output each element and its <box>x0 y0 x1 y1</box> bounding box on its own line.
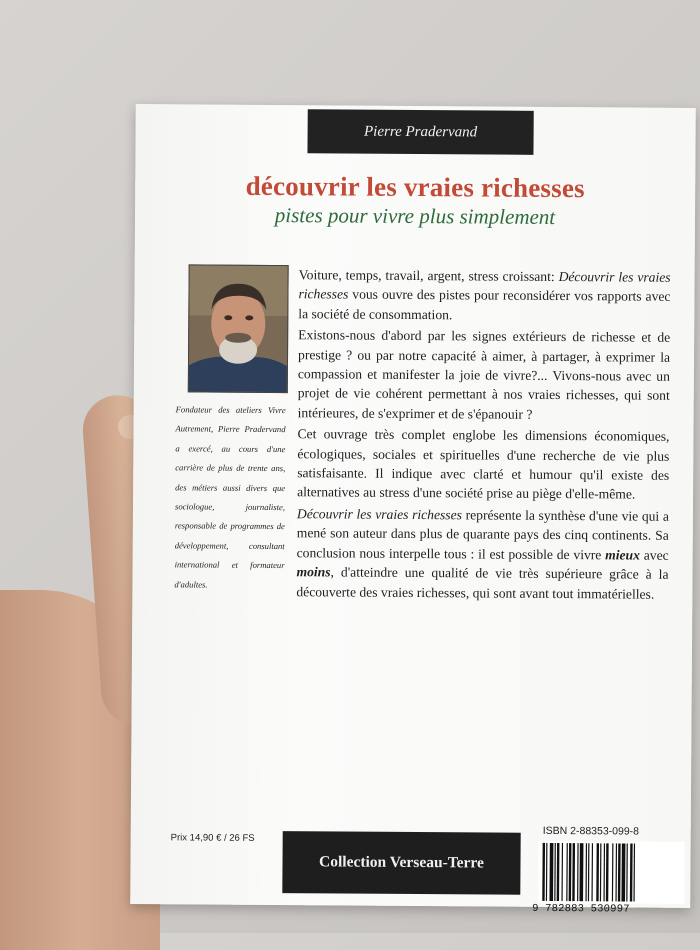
barcode-stripe <box>542 843 545 901</box>
isbn-label: ISBN 2-88353-099-8 <box>542 824 640 838</box>
barcode-stripe <box>600 843 602 901</box>
book-back-cover <box>130 104 696 916</box>
author-name: Pierre Pradervand <box>363 123 478 140</box>
barcode-stripe <box>579 843 583 901</box>
description-paragraph-2: Existons-nous d'abord par les signes extérieurs de richesse et de prestige ? ou par notre capacité à aimer, à partager, à exprimer la compassion et manifester la joie de vivre?... Vivons-nous avec un projet de vie cohérent permettant à nos vraies richesses, qui sont intérieures, de s'exprimer et de s'épanouir ? <box>297 327 671 422</box>
barcode-stripe <box>572 843 575 901</box>
author-photo <box>188 264 289 393</box>
collection-banner <box>282 831 520 895</box>
barcode-stripe <box>606 843 609 901</box>
description-paragraph-4: Découvrir les vraies richesses représente la synthèse d'une vie qui a mené son auteur dans plus de quarante pays des cinq continents. Sa conclusion nous interpelle tous : il est possible de vivre mieux avec moins, d'atteindre une qualité de vie très supérieure grâce à la découverte des vraies richesses, qui sont avant tout immatérielles. <box>296 506 669 602</box>
barcode-stripe <box>618 843 621 901</box>
barcode-stripe <box>585 843 587 901</box>
barcode <box>538 841 684 904</box>
barcode-stripe <box>588 843 590 901</box>
book-title: découvrir les vraies richesses <box>245 170 585 204</box>
barcode-stripe <box>557 843 560 901</box>
barcode-stripe <box>561 843 563 901</box>
barcode-stripe <box>596 843 599 901</box>
collection-name: Collection Verseau-Terre <box>319 853 485 872</box>
barcode-stripe <box>603 843 605 901</box>
barcode-stripe <box>626 843 628 901</box>
barcode-stripe <box>612 843 614 901</box>
barcode-stripe <box>621 843 625 901</box>
description-paragraph-3: Cet ouvrage très complet englobe les dimensions économiques, écologiques, sociales et spirituelles d'une recherche de vie plus satisfaisante. Il indique avec clarté et humour qu'il existe des alternatives au stress d'une société prise au piège d'elle-même. <box>297 426 670 503</box>
barcode-stripe <box>630 844 633 902</box>
barcode-stripe <box>615 843 617 901</box>
barcode-stripe <box>591 843 593 901</box>
price-label: Prix 14,90 € / 26 FS <box>170 832 255 844</box>
barcode-stripe <box>569 843 572 901</box>
barcode-stripe <box>633 844 635 902</box>
description-paragraph-1: Voiture, temps, travail, argent, stress croissant: Découvrir les vraies richesses vous ouvre des pistes pour reconsidérer vos rapports avec la société de consommation. <box>298 267 671 323</box>
barcode-stripe <box>577 843 579 901</box>
barcode-stripe <box>549 843 553 901</box>
barcode-stripe <box>554 843 556 901</box>
barcode-stripe <box>546 843 548 901</box>
author-banner <box>307 109 533 155</box>
book-subtitle: pistes pour vivre plus simplement <box>274 203 556 229</box>
barcode-stripe <box>566 843 568 901</box>
author-bio: Fondateur des ateliers Vivre Autrement, Pierre Pradervand a exercé, au cours d'une carrière de plus de trente ans, des métiers aussi divers que sociologue, journaliste, responsable de programmes de développement, consultant international et formateur d'adultes. <box>174 404 286 590</box>
barcode-number: 9 782883 530997 <box>532 902 630 916</box>
description <box>296 265 670 605</box>
